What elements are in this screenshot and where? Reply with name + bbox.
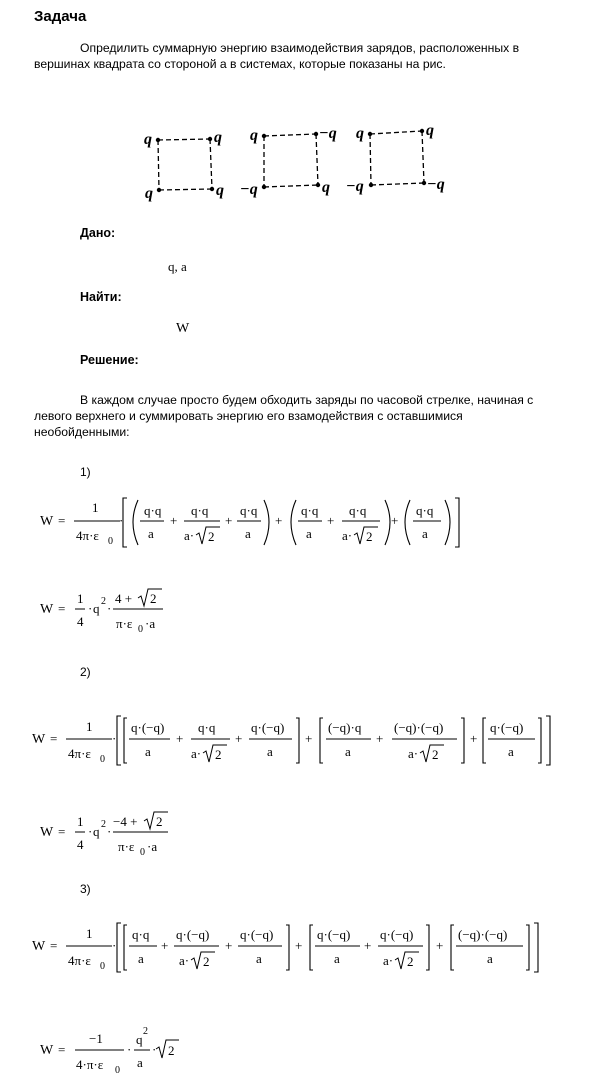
case-label: 2) <box>80 665 91 679</box>
math-symbol: (−q)·q <box>328 720 362 735</box>
math-symbol: 2 <box>101 596 106 607</box>
math-symbol: 1 <box>92 500 99 515</box>
math-symbol: −1 <box>89 1031 103 1046</box>
problem-statement-line1: Опредилить суммарную энергию взаимодействия зарядов, расположенных в <box>80 41 520 55</box>
math-symbol: a· <box>179 953 190 968</box>
math-symbol: q <box>93 601 100 616</box>
find-value: W <box>176 321 190 336</box>
math-symbol: a <box>245 526 251 541</box>
math-symbol: · <box>112 938 117 953</box>
equation-3 <box>32 923 538 972</box>
math-symbol: π·ε <box>118 839 135 854</box>
math-symbol: · <box>107 824 112 839</box>
math-symbol: a· <box>342 528 353 543</box>
math-symbol: 1 <box>86 719 93 734</box>
math-symbol: a· <box>191 746 202 761</box>
charge-label: q <box>356 125 364 142</box>
problem-statement-line2: вершинах квадрата со стороной а в системах, которые показаны на рис. <box>34 57 446 71</box>
math-symbol: 1 <box>86 926 93 941</box>
case-label: 1) <box>80 465 91 479</box>
math-symbol: 4 + <box>115 591 133 606</box>
math-symbol: 0 <box>100 961 105 972</box>
math-symbol: + <box>327 513 335 528</box>
find-heading: Найти: <box>80 290 122 304</box>
math-symbol: = <box>58 513 66 528</box>
charge-label: q <box>145 185 153 202</box>
math-symbol: q <box>136 1032 143 1047</box>
math-symbol: 2 <box>407 954 414 969</box>
charge-label: q <box>426 122 434 139</box>
solution-text-line3: необойденными: <box>34 425 130 439</box>
math-symbol: · <box>112 731 117 746</box>
math-symbol: q·(−q) <box>176 927 210 942</box>
math-symbol: a <box>487 951 493 966</box>
charge-label: −q <box>427 176 445 193</box>
charge-label: −q <box>346 178 364 195</box>
math-symbol: 2 <box>215 747 222 762</box>
equation-1 <box>40 498 459 547</box>
math-symbol: 1 <box>77 591 84 606</box>
result-1 <box>40 589 163 635</box>
math-symbol: a <box>145 744 151 759</box>
math-symbol: −4 + <box>113 814 138 829</box>
math-symbol: W <box>40 514 54 529</box>
math-symbol: a <box>148 526 154 541</box>
charge-label: q <box>250 127 258 144</box>
math-symbol: 4·π·ε <box>76 1057 104 1072</box>
math-symbol: 2 <box>168 1043 175 1058</box>
math-symbol: + <box>436 938 444 953</box>
math-symbol: q·(−q) <box>131 720 165 735</box>
math-symbol: 2 <box>150 591 157 606</box>
math-symbol: 4 <box>77 837 84 852</box>
math-symbol: + <box>161 938 169 953</box>
math-symbol: 2 <box>203 954 210 969</box>
math-symbol: W <box>40 1043 54 1058</box>
math-symbol: (−q)·(−q) <box>394 720 444 735</box>
math-symbol: q·(−q) <box>490 720 524 735</box>
math-symbol: 0 <box>115 1065 120 1076</box>
math-symbol: + <box>305 731 313 746</box>
math-symbol: q·q <box>132 927 150 942</box>
charge-label: q <box>144 131 152 148</box>
math-symbol: 2 <box>156 814 163 829</box>
math-symbol: W <box>40 825 54 840</box>
math-symbol: W <box>32 732 46 747</box>
math-symbol: = <box>50 731 58 746</box>
charge-label: −q <box>319 125 337 142</box>
case-label: 3) <box>80 882 91 896</box>
math-symbol: = <box>58 1042 66 1057</box>
math-symbol: a· <box>184 528 195 543</box>
math-symbol: q·q <box>349 503 367 518</box>
charge-label: q <box>216 182 224 199</box>
math-symbol: a <box>138 951 144 966</box>
math-symbol: π·ε <box>116 616 133 631</box>
math-symbol: a <box>137 1055 143 1070</box>
math-symbol: a <box>422 526 428 541</box>
math-symbol: 2 <box>101 819 106 830</box>
math-symbol: + <box>225 513 233 528</box>
math-symbol: a <box>334 951 340 966</box>
math-symbol: a <box>256 951 262 966</box>
math-symbol: = <box>58 824 66 839</box>
math-symbol: 0 <box>138 624 143 635</box>
math-symbol: a <box>345 744 351 759</box>
solution-text-line1: В каждом случае просто будем обходить заряды по часовой стрелке, начиная с <box>80 393 534 407</box>
math-symbol: q·(−q) <box>251 720 285 735</box>
math-symbol: 4π·ε <box>76 528 99 543</box>
math-symbol: 4 <box>77 614 84 629</box>
math-symbol: q·q <box>144 503 162 518</box>
charge-label: −q <box>240 181 258 198</box>
math-symbol: · <box>88 601 93 616</box>
given-heading: Дано: <box>80 226 116 240</box>
math-symbol: + <box>225 938 233 953</box>
math-symbol: q·q <box>198 720 216 735</box>
math-symbol: · <box>119 513 124 528</box>
math-symbol: ·a <box>147 839 158 854</box>
math-symbol: 1 <box>77 814 84 829</box>
math-symbol: q·q <box>416 503 434 518</box>
math-symbol: a <box>508 744 514 759</box>
math-symbol: 2 <box>143 1026 148 1037</box>
math-symbol: = <box>50 938 58 953</box>
math-symbol: 0 <box>108 536 113 547</box>
equation-2 <box>32 716 550 765</box>
math-symbol: W <box>40 602 54 617</box>
given-value: q, a <box>168 259 187 274</box>
math-symbol: q·(−q) <box>380 927 414 942</box>
math-symbol: + <box>364 938 372 953</box>
math-symbol: q·(−q) <box>317 927 351 942</box>
math-symbol: + <box>376 731 384 746</box>
math-symbol: + <box>275 513 283 528</box>
math-symbol: a <box>306 526 312 541</box>
math-symbol: · <box>107 601 112 616</box>
math-symbol: + <box>470 731 478 746</box>
math-symbol: + <box>295 938 303 953</box>
math-symbol: + <box>170 513 178 528</box>
solution-heading: Решение: <box>80 353 139 367</box>
math-symbol: 4π·ε <box>68 953 91 968</box>
math-symbol: W <box>32 939 46 954</box>
result-3 <box>40 1026 179 1076</box>
math-symbol: = <box>58 601 66 616</box>
math-symbol: (−q)·(−q) <box>458 927 508 942</box>
math-symbol: q·q <box>240 503 258 518</box>
math-symbol: a· <box>408 746 419 761</box>
charge-label: q <box>214 129 222 146</box>
math-symbol: + <box>391 513 399 528</box>
result-2 <box>40 812 168 858</box>
math-symbol: q <box>93 824 100 839</box>
math-symbol: q·q <box>301 503 319 518</box>
math-symbol: q·q <box>191 503 209 518</box>
math-symbol: a· <box>383 953 394 968</box>
solution-text-line2: левого верхнего и суммировать энергию его взамодействия с оставшимися <box>34 409 463 423</box>
math-symbol: · <box>152 1042 157 1057</box>
math-symbol: 2 <box>208 529 215 544</box>
math-symbol: + <box>235 731 243 746</box>
math-symbol: 2 <box>366 529 373 544</box>
page-title: Задача <box>34 8 87 25</box>
math-symbol: 0 <box>100 754 105 765</box>
math-symbol: + <box>176 731 184 746</box>
charge-label: q <box>322 179 330 196</box>
math-symbol: · <box>127 1042 132 1057</box>
math-symbol: 2 <box>432 747 439 762</box>
math-symbol: 0 <box>140 847 145 858</box>
math-symbol: ·a <box>145 616 156 631</box>
math-symbol: q·(−q) <box>240 927 274 942</box>
math-symbol: 4π·ε <box>68 746 91 761</box>
math-symbol: a <box>267 744 273 759</box>
math-symbol: · <box>88 824 93 839</box>
